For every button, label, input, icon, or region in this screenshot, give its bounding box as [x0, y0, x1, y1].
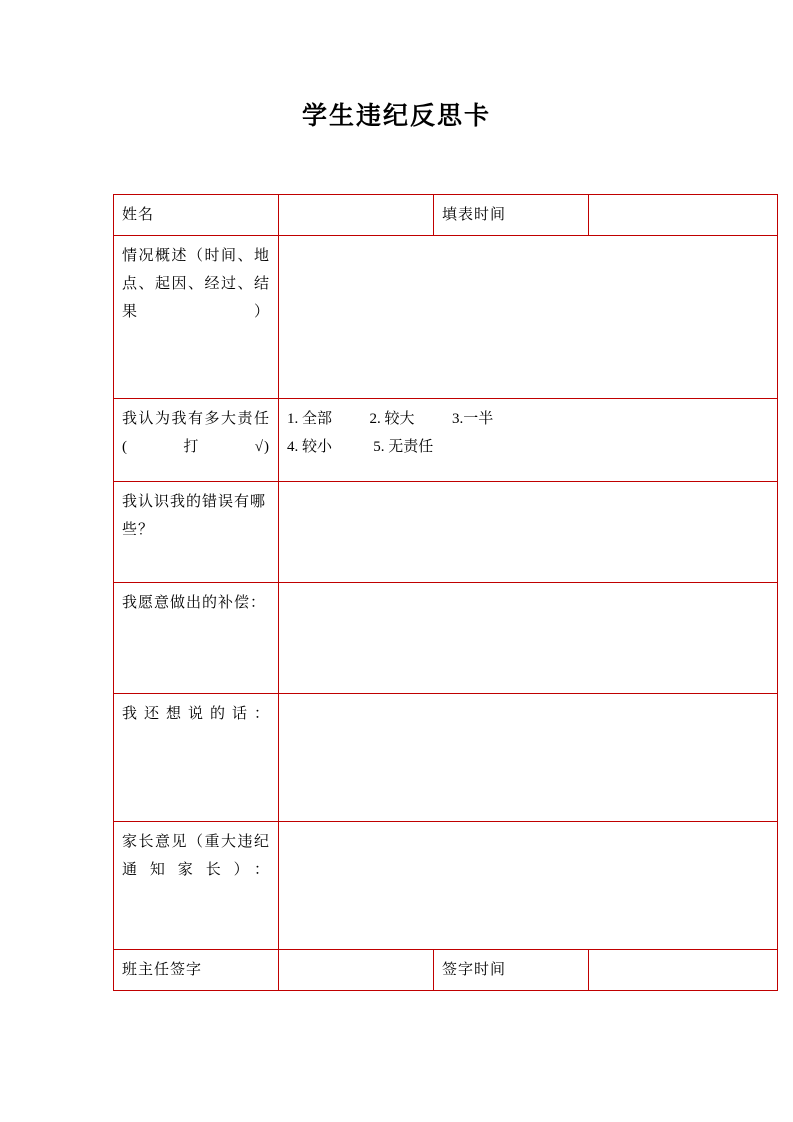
field-label-signature-date: 签字时间 — [434, 950, 589, 991]
field-label-fill-date: 填表时间 — [434, 195, 589, 236]
reflection-form-table — [113, 194, 778, 991]
page-title: 学生违纪反思卡 — [301, 101, 491, 130]
field-input-teacher-signature[interactable] — [279, 950, 434, 991]
field-label-responsibility: 我认为我有多大责任(打√) — [114, 399, 279, 482]
option-line-1[interactable]: 1. 全部 2. 较大 3.一半 — [287, 411, 494, 427]
table-row — [114, 694, 778, 822]
field-input-name[interactable] — [279, 195, 434, 236]
field-input-other-words[interactable] — [279, 694, 778, 822]
table-row — [114, 236, 778, 399]
field-input-parent-opinion[interactable] — [279, 822, 778, 950]
field-input-fill-date[interactable] — [589, 195, 778, 236]
field-label-other-words: 我还想说的话： — [114, 694, 279, 822]
table-row — [114, 399, 778, 482]
field-label-teacher-signature: 班主任签字 — [114, 950, 279, 991]
field-input-signature-date[interactable] — [589, 950, 778, 991]
field-input-my-mistakes[interactable] — [279, 482, 778, 583]
option-line-2[interactable]: 4. 较小 5. 无责任 — [287, 439, 434, 455]
table-row — [114, 482, 778, 583]
field-input-situation-summary[interactable] — [279, 236, 778, 399]
table-row — [114, 822, 778, 950]
table-row — [114, 583, 778, 694]
form-table-container — [0, 194, 793, 991]
field-options-responsibility[interactable] — [279, 399, 778, 482]
table-row — [114, 950, 778, 991]
field-label-my-mistakes: 我认识我的错误有哪些？ — [114, 482, 279, 583]
field-label-situation-summary: 情况概述（时间、地点、起因、经过、结果） — [114, 236, 279, 399]
field-input-compensation[interactable] — [279, 583, 778, 694]
field-label-name: 姓名 — [114, 195, 279, 236]
table-row — [114, 195, 778, 236]
field-label-compensation: 我愿意做出的补偿： — [114, 583, 279, 694]
field-label-parent-opinion: 家长意见（重大违纪通知家长）： — [114, 822, 279, 950]
